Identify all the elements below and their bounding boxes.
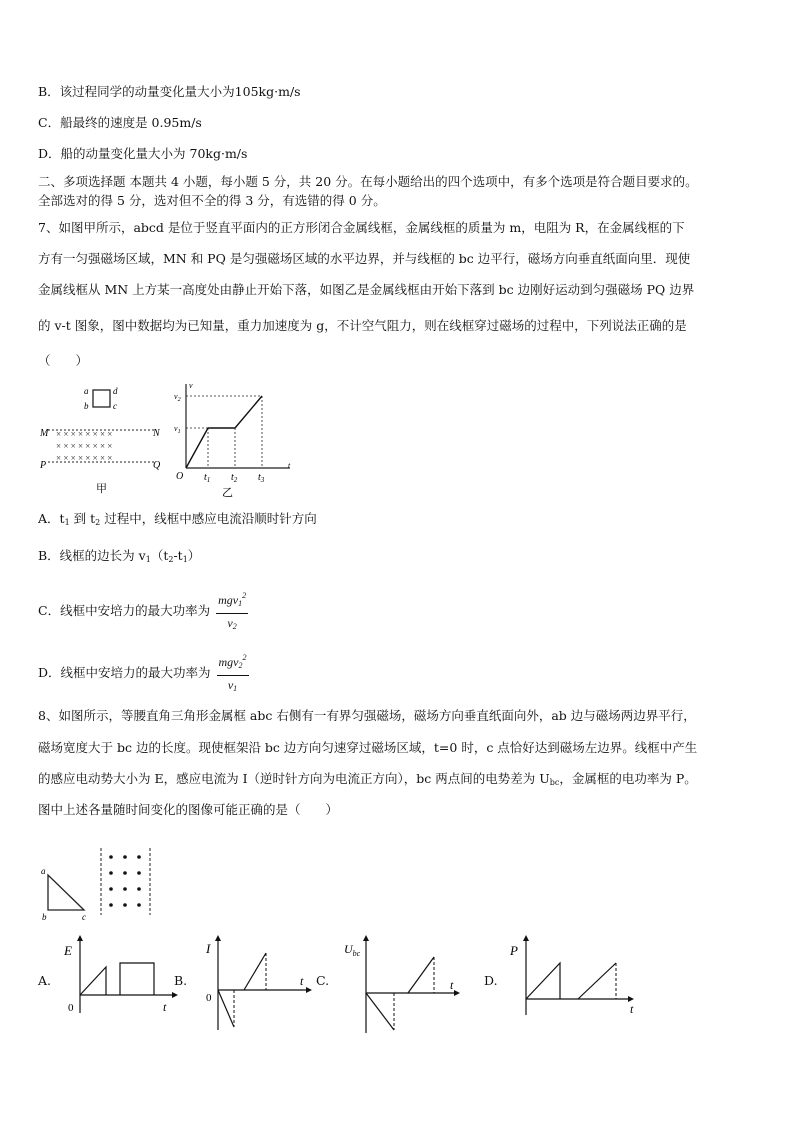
vt-curve [186, 396, 262, 468]
q6-option-d: D．船的动量变化量大小为 70kg·m/s [38, 146, 248, 161]
q8-option-c: C. [316, 973, 330, 988]
svg-text:I: I [206, 941, 211, 956]
svg-text:t: t [450, 978, 454, 992]
svg-text:t: t [630, 1002, 634, 1016]
fraction-c: $\frac{mgv_1^2}{v_2}$ [216, 588, 248, 635]
fig-label-b: b [84, 401, 89, 411]
q8-graph-d [506, 935, 646, 1035]
q8-graph-c [342, 935, 467, 1035]
q8-stem-line2: 磁场宽度大于 bc 边的长度。现使框架沿 bc 边方向匀速穿过磁场区域，t=0 时，c 点恰好达到磁场左边界。线框中产生 [38, 740, 698, 755]
q8-option-d: D. [484, 973, 498, 988]
q6-option-b: B．该过程同学的动量变化量大小为105kg·m/s [38, 84, 301, 99]
q7-option-d: D．线框中安培力的最大功率为 $\frac{mgv_2^2}{v_1}$ [38, 650, 249, 697]
section2-line2: 全部选对的得 5 分，选对但不全的得 3 分，有选错的得 0 分。 [38, 193, 386, 208]
svg-text:a: a [41, 866, 46, 876]
svg-text:× × × × × × × ×: × × × × × × × × [56, 441, 113, 451]
svg-text:t: t [300, 974, 304, 988]
q7-figure-yi [170, 380, 300, 505]
q8-graph-a [60, 935, 180, 1035]
svg-text:× × × × × × × ×: × × × × × × × × [56, 453, 113, 463]
fig-caption-jia: 甲 [96, 483, 107, 495]
svg-text:c: c [82, 912, 86, 922]
fraction-d: $\frac{mgv_2^2}{v_1}$ [217, 650, 249, 697]
section2-line1: 二、多项选择题 本题共 4 小题，每小题 5 分，共 20 分。在每小题给出的四个选项中，有多个选项是符合题目要求的。 [38, 174, 698, 189]
fig-label-a: a [84, 386, 89, 396]
svg-text:0: 0 [68, 1002, 74, 1014]
svg-text:× × × × × × × ×: × × × × × × × × [56, 429, 113, 439]
q7-option-b: B．线框的边长为 $v_1(t_2-t_1)$ [38, 548, 201, 564]
svg-text:v2: $v_2$ [174, 392, 181, 403]
q7-option-c: C．线框中安培力的最大功率为 $\frac{mgv_1^2}{v_2}$ [38, 588, 248, 635]
q7-stem-line3: 金属线框从 MN 上方某一高度处由静止开始下落，如图乙是金属线框由开始下落到 bc 边刚好运动到匀强磁场 PQ 边界 [38, 282, 695, 297]
svg-text:Ubc: $U_{bc}$ [344, 942, 361, 958]
q7-figure-jia [38, 380, 178, 500]
fig-caption-yi: 乙 [222, 487, 233, 499]
q7-stem-line2: 方有一匀强磁场区域，MN 和 PQ 是匀强磁场区域的水平边界，并与线框的 bc 边平行，磁场方向垂直纸面向里．现使 [38, 251, 691, 266]
fig-label-P: P [40, 460, 47, 471]
magnetic-field-out-of-page [109, 855, 141, 907]
q7-stem-line1: 7、如图甲所示，abcd 是位于竖直平面内的正方形闭合金属线框，金属线框的质量为 m，电阻为 R，在金属线框的下 [38, 220, 685, 235]
svg-text:b: b [42, 912, 47, 922]
fig-label-N: N [153, 428, 160, 439]
svg-text:v1: $v_1$ [174, 424, 181, 435]
q8-option-a: A. [38, 973, 52, 988]
q8-stem-line3: 的感应电动势大小为 E，感应电流为 I（逆时针方向为电流正方向），bc 两点间的电势差为 $U_{bc}$，金属框的电功率为 P。 [38, 771, 697, 787]
fig-label-Q: Q [153, 460, 161, 471]
fig-label-c: c [113, 401, 117, 411]
q8-stem-line4: 图中上述各量随时间变化的图像可能正确的是（ ） [38, 802, 339, 817]
q8-stem-line1: 8、如图所示，等腰直角三角形金属框 abc 右侧有一有界匀强磁场，磁场方向垂直纸面向外，ab 边与磁场两边界平行， [38, 708, 696, 723]
svg-text:t1: $t_1$ [204, 472, 211, 484]
q8-graph-b [198, 935, 318, 1035]
q7-option-a: A．$t_1$ 到 $t_2$ 过程中，线框中感应电流沿顺时针方向 [38, 511, 317, 527]
magnetic-field-into-page [56, 429, 112, 463]
svg-text:t2: $t_2$ [231, 472, 238, 484]
svg-text:P: P [510, 943, 518, 958]
q8-option-b: B. [174, 973, 188, 988]
q7-stem-line4: 的 v-t 图象，图中数据均为已知量，重力加速度为 g，不计空气阻力，则在线框穿过磁场的过程中，下列说法正确的是 [38, 318, 687, 333]
q8-figure-triangle-field [38, 845, 168, 925]
origin-O: O [176, 471, 184, 482]
svg-text:t3: $t_3$ [258, 472, 265, 484]
q7-paren: （ ） [38, 353, 89, 368]
svg-text:E: E [64, 943, 72, 958]
fig-label-M: M [40, 428, 49, 439]
fig-label-d: d [113, 386, 118, 396]
svg-text:t: t [163, 1000, 167, 1014]
svg-text:0: 0 [206, 992, 212, 1004]
q6-option-c: C．船最终的速度是 0.95m/s [38, 115, 202, 130]
axis-v: v [189, 381, 193, 390]
axis-t: t [288, 461, 291, 470]
